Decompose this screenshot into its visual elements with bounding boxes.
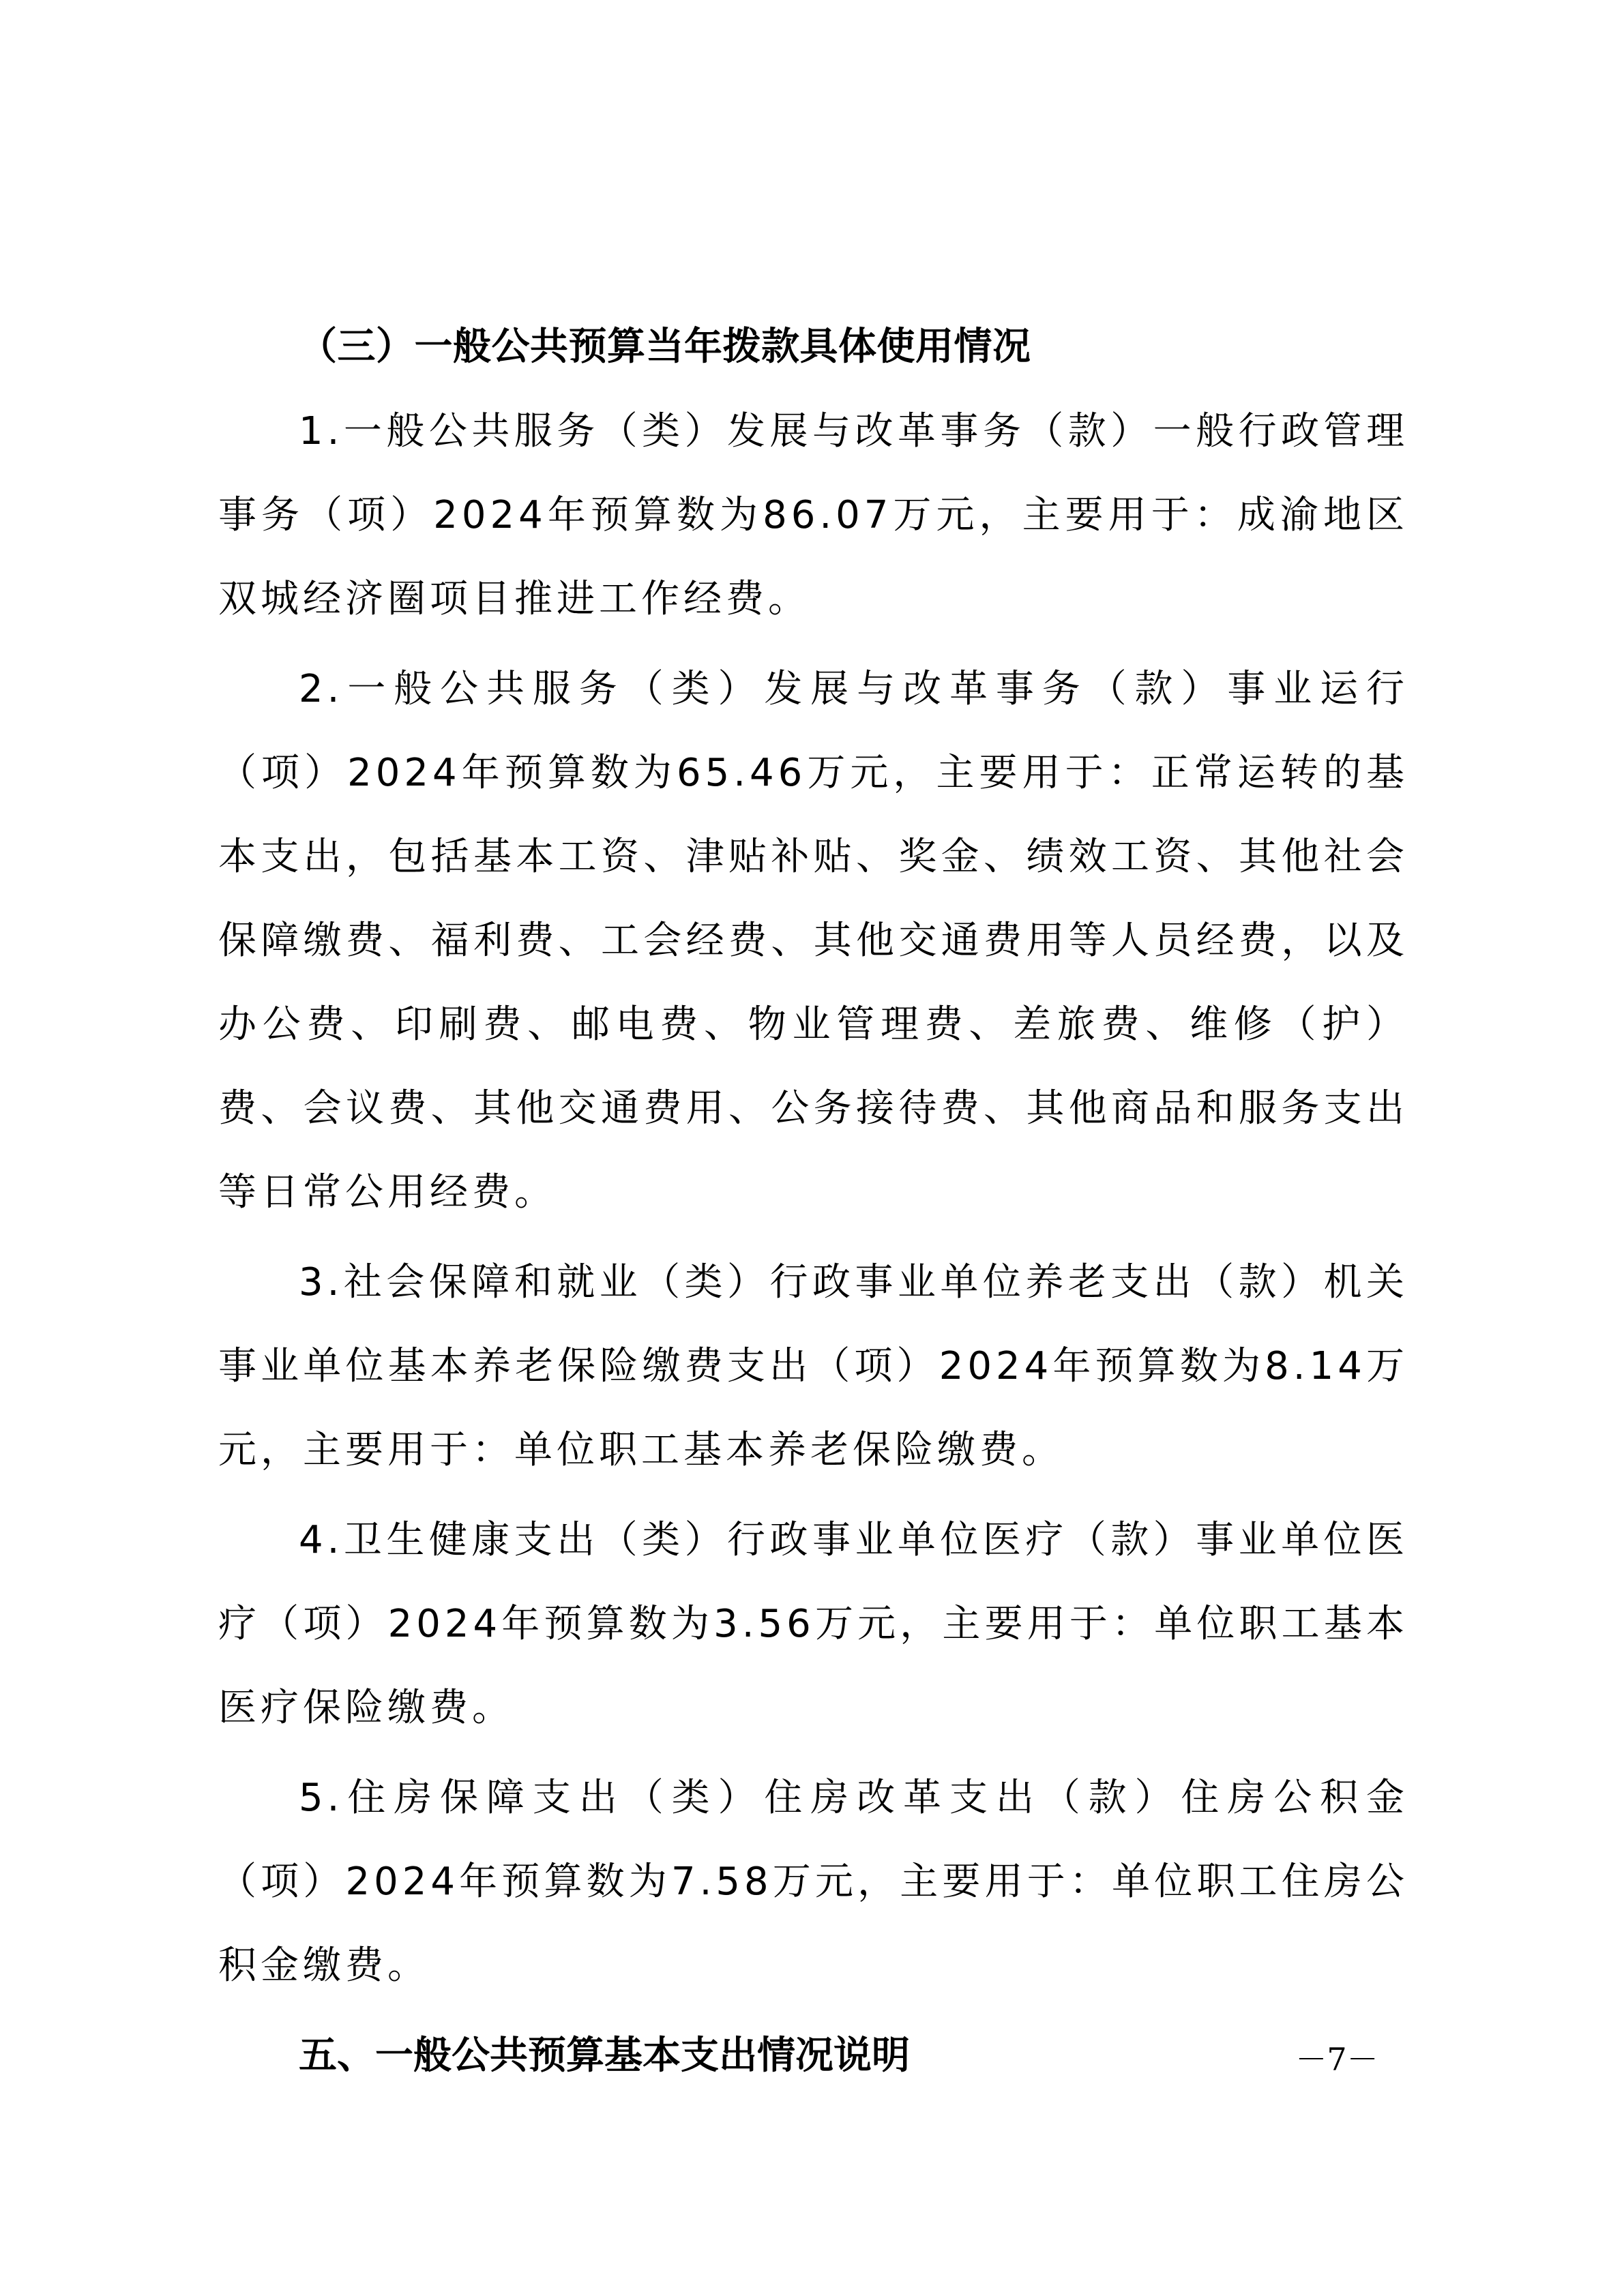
paragraph-item-2: 2.一般公共服务（类）发展与改革事务（款）事业运行（项）2024年预算数为65.46万元，主要用于：正常运转的基本支出，包括基本工资、津贴补贴、奖金、绩效工资、其他社会保障缴费、福利费、工会经费、其他交通费用等人员经费，以及办公费、印刷费、邮电费、物业管理费、差旅费、维修（护）费、会议费、其他交通费用、公务接待费、其他商品和服务支出等日常公用经费。 (218, 667, 1408, 1214)
paragraph-item-5: 5.住房保障支出（类）住房改革支出（款）住房公积金（项）2024年预算数为7.58万元，主要用于：单位职工住房公积金缴费。 (218, 1776, 1408, 1988)
paragraph-item-3: 3.社会保障和就业（类）行政事业单位养老支出（款）机关事业单位基本养老保险缴费支出（项）2024年预算数为8.14万元，主要用于：单位职工基本养老保险缴费。 (218, 1260, 1408, 1472)
subheading: （三）一般公共预算当年拨款具体使用情况 (299, 325, 1031, 369)
document-body (218, 305, 1408, 2098)
paragraph-item-4: 4.卫生健康支出（类）行政事业单位医疗（款）事业单位医疗（项）2024年预算数为3.56万元，主要用于：单位职工基本医疗保险缴费。 (218, 1518, 1408, 1730)
paragraph-item-1: 1.一般公共服务（类）发展与改革事务（款）一般行政管理事务（项）2024年预算数为86.07万元，主要用于：成渝地区双城经济圈项目推进工作经费。 (218, 409, 1408, 621)
section-title: 五、一般公共预算基本支出情况说明 (299, 2033, 910, 2078)
page-number: －7－ (1295, 2041, 1378, 2078)
